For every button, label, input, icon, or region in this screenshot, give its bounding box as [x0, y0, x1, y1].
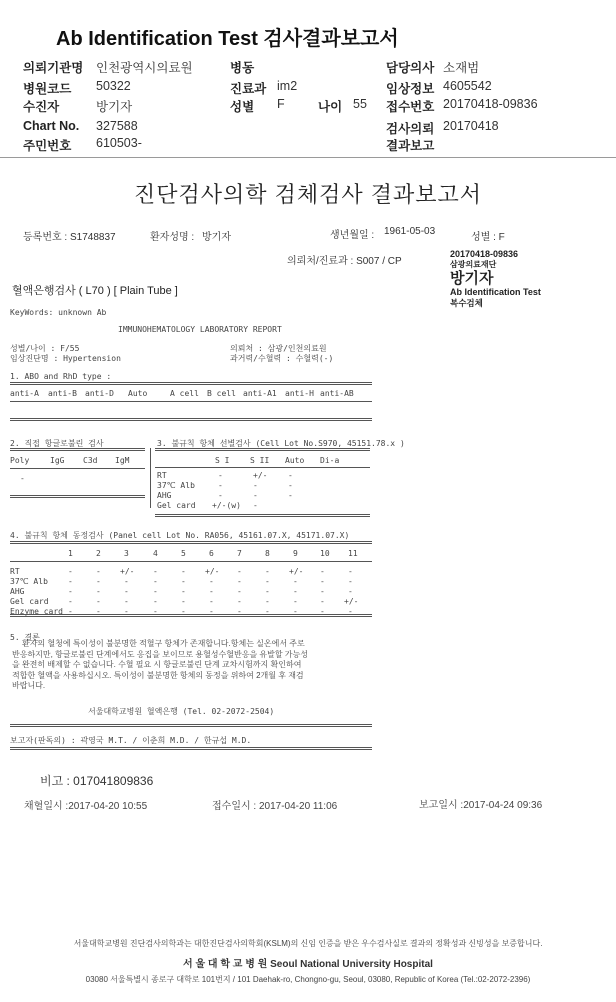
screen-cell: - — [288, 491, 293, 500]
conclusion-line: 적합한 혈액을 사용하십시오. 특이성이 불분명한 항체의 동정을 위하여 2개월 후 재검 — [12, 670, 304, 680]
receipt-label: 접수번호 — [386, 100, 435, 114]
panel-cell: +/- — [120, 567, 135, 576]
patient-value: 방기자 — [96, 100, 133, 114]
abo-column-header: A cell — [170, 389, 199, 398]
panel-cell: - — [96, 567, 101, 576]
panel-cell: - — [124, 577, 129, 586]
panel-cell: - — [124, 587, 129, 596]
screen-cell: - — [253, 501, 258, 510]
collection-time: 채혈일시 :2017-04-20 10:55 — [24, 801, 148, 812]
dat-title: 2. 직접 항글로불린 검사 — [10, 439, 104, 448]
panel-column-header: 9 — [293, 549, 298, 558]
lab-name: 삼광의료재단 — [450, 260, 497, 269]
screen-cell: - — [218, 471, 223, 480]
rrn-label: 주민번호 — [23, 139, 72, 153]
doctor-label: 담당의사 — [386, 61, 435, 75]
panel-title: 4. 불규칙 항체 동정검사 (Panel cell Lot No. RA056, 45161.07.X, 45171.07.X) — [10, 531, 350, 540]
panel-cell: - — [209, 607, 214, 616]
panel-cell: - — [209, 577, 214, 586]
panel-cell: - — [348, 577, 353, 586]
screen-cell: - — [253, 491, 258, 500]
panel-row-label: 37℃ Alb — [10, 577, 48, 586]
section-title: 혈액은행검사 ( L70 ) [ Plain Tube ] — [12, 285, 178, 297]
panel-cell: - — [348, 607, 353, 616]
dat-top-rule — [10, 448, 145, 451]
abo-column-header: anti-A1 — [243, 389, 277, 398]
panel-cell: - — [320, 587, 325, 596]
panel-column-header: 5 — [181, 549, 186, 558]
panel-cell: - — [265, 567, 270, 576]
abo-column-header: Auto — [128, 389, 148, 398]
panel-cell: - — [153, 587, 158, 596]
dat-value: - — [20, 474, 25, 483]
panel-cell: - — [181, 607, 186, 616]
abo-column-header: anti-A — [10, 389, 39, 398]
lab-specimen: 복수검체 — [450, 298, 483, 308]
screen-row-label: AHG — [157, 491, 172, 500]
screen-column-header: Di-a — [320, 456, 340, 465]
sex-label: 성별 — [230, 100, 255, 114]
lab-label-sticker — [450, 249, 600, 309]
abo-column-header: B cell — [207, 389, 236, 398]
reporter-bottom-rule — [10, 747, 372, 750]
hospcode-value: 50322 — [96, 79, 131, 93]
panel-cell: - — [68, 567, 73, 576]
patient-name: 방기자 — [202, 232, 231, 243]
patient-label: 수진자 — [23, 100, 60, 114]
panel-cell: - — [124, 597, 129, 606]
panel-cell: - — [320, 567, 325, 576]
remarks: 비고 : 017041809836 — [40, 774, 154, 788]
clinic-value: 4605542 — [443, 79, 492, 93]
panel-cell: - — [181, 567, 186, 576]
received-time: 접수일시 : 2017-04-20 11:06 — [212, 801, 338, 812]
screen-row-label: RT — [157, 471, 167, 480]
abo-mid-rule — [10, 401, 372, 402]
rrn-value: 610503- — [96, 136, 142, 150]
panel-column-header: 6 — [209, 549, 214, 558]
birth-label: 생년월일 : — [330, 230, 375, 241]
dept-label: 진료과 — [230, 82, 267, 96]
hospital-value: 인천광역시의료원 — [96, 61, 193, 75]
hospital-label: 의뢰기관명 — [23, 61, 84, 75]
abo-title: 1. ABO and RhD type : — [10, 372, 112, 381]
panel-cell: - — [181, 577, 186, 586]
screen-cell: +/- — [253, 471, 268, 480]
panel-cell: - — [320, 597, 325, 606]
panel-cell: - — [153, 607, 158, 616]
panel-cell: - — [320, 577, 325, 586]
panel-mid-rule — [10, 561, 372, 562]
panel-cell: - — [68, 577, 73, 586]
age-label: 나이 — [318, 100, 343, 114]
hospcode-label: 병원코드 — [23, 82, 72, 96]
screen-cell: - — [218, 481, 223, 490]
conclusion-line: 을 완전히 배제할 수 없습니다. 수혈 필요 시 항글로불린 단계 교차시험까지 확인하여 — [12, 660, 302, 669]
ward-label: 병동 — [230, 61, 255, 75]
keywords: KeyWords: unknown Ab — [10, 308, 107, 317]
panel-bottom-rule — [10, 614, 372, 617]
abo-column-header: anti-D — [85, 389, 114, 398]
panel-cell: - — [153, 577, 158, 586]
doctor-value: 소재범 — [443, 61, 480, 75]
panel-row-label: RT — [10, 567, 20, 576]
patient-name-label: 환자성명 : — [150, 232, 195, 243]
result-label: 결과보고 — [386, 139, 435, 153]
screen-mid-rule — [155, 467, 370, 468]
screen-column-header: S II — [250, 456, 270, 465]
panel-cell: - — [320, 607, 325, 616]
panel-cell: - — [293, 587, 298, 596]
panel-cell: - — [96, 607, 101, 616]
snuh-bloodbank: 서울대학교병원 혈액은행 (Tel. 02-2072-2504) — [88, 707, 275, 716]
screen-column-header: Auto — [285, 456, 305, 465]
reporters: 보고자(판독의) : 곽영국 M.T. / 이춘희 M.D. / 한규섭 M.D. — [10, 736, 252, 745]
panel-column-header: 7 — [237, 549, 242, 558]
lab-receipt: 20170418-09836 — [450, 249, 519, 259]
lab-report-title: IMMUNOHEMATOLOGY LABORATORY REPORT — [118, 325, 282, 334]
screen-cell: +/-(w) — [212, 501, 241, 510]
summary-header — [0, 0, 616, 158]
clinic-label: 임상정보 — [386, 82, 435, 96]
dat-column-header: C3d — [83, 456, 98, 465]
reqdate-label: 검사의뢰 — [386, 122, 435, 136]
dat-column-header: IgM — [115, 456, 130, 465]
panel-cell: - — [209, 587, 214, 596]
dat-column-header: Poly — [10, 456, 30, 465]
conclusion-text — [12, 639, 387, 692]
panel-cell: - — [68, 607, 73, 616]
panel-column-header: 8 — [265, 549, 270, 558]
panel-cell: - — [348, 587, 353, 596]
dat-bottom-rule — [10, 495, 145, 498]
panel-cell: - — [237, 607, 242, 616]
panel-row-label: Gel card — [10, 597, 49, 606]
registration-number: 등록번호 : S1748837 — [23, 232, 116, 243]
panel-cell: - — [68, 597, 73, 606]
abo-column-header: anti-B — [48, 389, 77, 398]
panel-top-rule — [10, 541, 372, 544]
panel-column-header: 3 — [124, 549, 129, 558]
panel-row-label: AHG — [10, 587, 25, 596]
screen-bottom-rule — [155, 514, 370, 517]
info-requester: 의뢰처 : 삼광/인천의료원 — [230, 344, 327, 353]
section-divider — [150, 448, 151, 508]
conclusion-line: 환자의 혈청에 특이성이 불분명한 적혈구 항체가 존재합니다.항체는 실온에서 주로 — [22, 639, 305, 648]
scanned-report — [0, 168, 616, 1002]
panel-cell: - — [237, 597, 242, 606]
screen-cell: - — [288, 471, 293, 480]
panel-cell: - — [181, 597, 186, 606]
panel-cell: - — [153, 567, 158, 576]
info-sex-age: 성별/나이 : F/55 — [10, 344, 80, 353]
panel-cell: - — [124, 607, 129, 616]
report-time: 보고일시 :2017-04-24 09:36 — [419, 800, 543, 811]
conclusion-title: 5. 결론 — [10, 633, 40, 642]
receipt-value: 20170418-09836 — [443, 97, 538, 111]
sex-value: F — [277, 97, 285, 111]
hospital-address: 03080 서울특별시 종로구 대학로 101번지 / 101 Daehak-ro, Chongno-gu, Seoul, 03080, Republic of Korea (Tel.:02-2072-2396) — [85, 975, 531, 984]
abo-bottom-rule — [10, 418, 372, 421]
lab-test: Ab Identification Test — [450, 287, 541, 297]
summary-title: Ab Identification Test 검사결과보고서 — [56, 28, 399, 50]
abo-column-header: anti-AB — [320, 389, 354, 398]
panel-cell: - — [181, 587, 186, 596]
panel-row-label: Enzyme card — [10, 607, 63, 616]
chart-value: 327588 — [96, 119, 138, 133]
abo-top-rule — [10, 382, 372, 385]
screen-top-rule — [155, 448, 370, 451]
panel-cell: - — [237, 567, 242, 576]
panel-cell: - — [293, 607, 298, 616]
abo-column-header: anti-H — [285, 389, 314, 398]
panel-cell: - — [265, 587, 270, 596]
screen-column-header: S I — [215, 456, 230, 465]
reporter-top-rule — [10, 724, 372, 727]
screen-cell: - — [218, 491, 223, 500]
screen-title: 3. 불규칙 항체 선별검사 (Cell Lot No.S970, 45151.78.x ) — [157, 439, 405, 448]
panel-cell: - — [96, 587, 101, 596]
hospital-name: 서 울 대 학 교 병 원 Seoul National University Hospital — [183, 959, 433, 970]
panel-cell: +/- — [344, 597, 359, 606]
info-diagnosis: 임상진단명 : Hypertension — [10, 354, 121, 363]
panel-cell: +/- — [289, 567, 304, 576]
accreditation-notice: 서울대학교병원 진단검사의학과는 대한진단검사의학회(KSLM)의 신임 인증을 받은 우수검사실로 결과의 정확성과 신빙성을 보증합니다. — [73, 939, 543, 948]
report-title: 진단검사의학 검체검사 결과보고서 — [133, 182, 482, 207]
panel-cell: - — [209, 597, 214, 606]
screen-cell: - — [288, 481, 293, 490]
panel-cell: +/- — [205, 567, 220, 576]
screen-row-label: Gel card — [157, 501, 196, 510]
panel-column-header: 11 — [348, 549, 358, 558]
panel-cell: - — [96, 597, 101, 606]
conclusion-line: 반응하지만, 항글로불린 단계에서도 응집을 보이므로 용혈성수혈반응을 유발할 가능성 — [12, 649, 308, 659]
report-sex: 성별 : F — [471, 232, 505, 243]
dept-value: im2 — [277, 79, 298, 93]
age-value: 55 — [353, 97, 367, 111]
panel-cell: - — [237, 587, 242, 596]
requester: 의뢰처/진료과 : S007 / CP — [287, 256, 402, 267]
info-history: 과거력/수혈력 : 수혈력(-) — [230, 354, 334, 363]
screen-cell: - — [253, 481, 258, 490]
reqdate-value: 20170418 — [443, 119, 499, 133]
lab-patient: 방기자 — [450, 270, 494, 287]
panel-cell: - — [293, 597, 298, 606]
panel-cell: - — [293, 577, 298, 586]
panel-column-header: 4 — [153, 549, 158, 558]
panel-column-header: 10 — [320, 549, 330, 558]
panel-cell: - — [96, 577, 101, 586]
dat-mid-rule — [10, 468, 145, 469]
panel-cell: - — [153, 597, 158, 606]
conclusion-line: 바랍니다. — [12, 681, 46, 690]
screen-row-label: 37℃ Alb — [157, 481, 195, 490]
panel-cell: - — [237, 577, 242, 586]
birth-value: 1961-05-03 — [384, 226, 436, 237]
chart-label: Chart No. — [23, 119, 80, 133]
panel-cell: - — [265, 597, 270, 606]
panel-column-header: 1 — [68, 549, 73, 558]
panel-cell: - — [265, 607, 270, 616]
dat-column-header: IgG — [50, 456, 65, 465]
panel-cell: - — [265, 577, 270, 586]
panel-cell: - — [68, 587, 73, 596]
panel-cell: - — [348, 567, 353, 576]
panel-column-header: 2 — [96, 549, 101, 558]
